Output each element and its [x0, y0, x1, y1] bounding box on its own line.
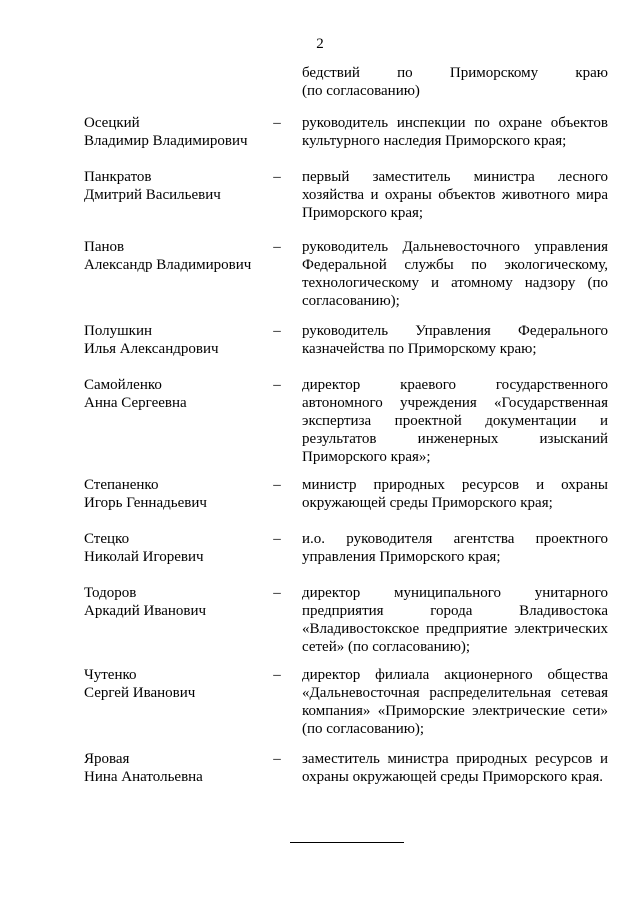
member-given-names: Анна Сергеевна	[84, 395, 187, 411]
member-role: министр природных ресурсов и охраны окружающей среды Приморского края;	[302, 477, 608, 511]
dash-separator: –	[273, 169, 281, 185]
member-given-names: Александр Владимирович	[84, 257, 252, 273]
dash-separator: –	[273, 667, 281, 683]
member-given-names: Аркадий Иванович	[84, 603, 207, 619]
dash-separator: –	[273, 585, 281, 601]
member-role: заместитель министра природных ресурсов и охраны окружающей среды Приморского края.	[302, 751, 608, 785]
page-number: 2	[316, 36, 324, 52]
word: краю	[575, 65, 608, 81]
member-given-names: Дмитрий Васильевич	[84, 187, 221, 203]
member-given-names: Илья Александрович	[84, 341, 219, 357]
dash-separator: –	[273, 531, 281, 547]
member-given-names: Игорь Геннадьевич	[84, 495, 207, 511]
dash-separator: –	[273, 751, 281, 767]
continued-role-line-1	[302, 64, 608, 82]
member-surname: Панкратов	[84, 169, 152, 185]
member-role: и.о. руководителя агентства проектного управления Приморского края;	[302, 531, 608, 565]
member-given-names: Сергей Иванович	[84, 685, 196, 701]
continued-role-text	[302, 64, 608, 100]
member-role: руководитель Управления Федерального казначейства по Приморскому краю;	[302, 323, 608, 357]
member-name	[84, 584, 274, 620]
member-role: руководитель Дальневосточного управления Федеральной службы по экологическому, технологическому и атомному надзору (по согласованию);	[302, 239, 608, 309]
member-name	[84, 476, 274, 512]
member-surname: Самойленко	[84, 377, 162, 393]
member-surname: Осецкий	[84, 115, 140, 131]
member-role: руководитель инспекции по охране объектов культурного наследия Приморского края;	[302, 115, 608, 149]
member-name	[84, 168, 274, 204]
member-given-names: Владимир Владимирович	[84, 133, 248, 149]
member-given-names: Николай Игоревич	[84, 549, 204, 565]
dash-separator: –	[273, 477, 281, 493]
member-surname: Полушкин	[84, 323, 153, 339]
dash-separator: –	[273, 239, 281, 255]
dash-separator: –	[273, 377, 281, 393]
member-role: первый заместитель министра лесного хозяйства и охраны объектов животного мира Приморского края;	[302, 169, 608, 221]
word: по	[397, 65, 413, 81]
member-name	[84, 750, 274, 786]
member-name	[84, 238, 274, 274]
member-role: директор краевого государственного автономного учреждения «Государственная экспертиза проектной документации и результатов инженерных изысканий Приморского края»;	[302, 377, 608, 465]
member-name	[84, 666, 274, 702]
continued-role-line-2: (по согласованию)	[302, 83, 420, 99]
member-given-names: Нина Анатольевна	[84, 769, 203, 785]
member-role: директор филиала акционерного общества «Дальневосточная распределительная сетевая компания» «Приморские электрические сети» (по согласованию);	[302, 667, 608, 737]
dash-separator: –	[273, 115, 281, 131]
member-name	[84, 376, 274, 412]
member-surname: Стецко	[84, 531, 130, 547]
closing-rule	[290, 842, 404, 843]
member-name	[84, 530, 274, 566]
member-name	[84, 322, 274, 358]
member-surname: Степаненко	[84, 477, 159, 493]
member-surname: Тодоров	[84, 585, 137, 601]
member-name	[84, 114, 274, 150]
member-surname: Яровая	[84, 751, 130, 767]
member-surname: Чутенко	[84, 667, 137, 683]
word: Приморскому	[449, 65, 539, 81]
dash-separator: –	[273, 323, 281, 339]
member-role: директор муниципального унитарного предприятия города Владивостока «Владивостокское предприятие электрических сетей» (по согласованию);	[302, 585, 608, 655]
word: бедствий	[302, 65, 360, 81]
member-surname: Панов	[84, 239, 125, 255]
